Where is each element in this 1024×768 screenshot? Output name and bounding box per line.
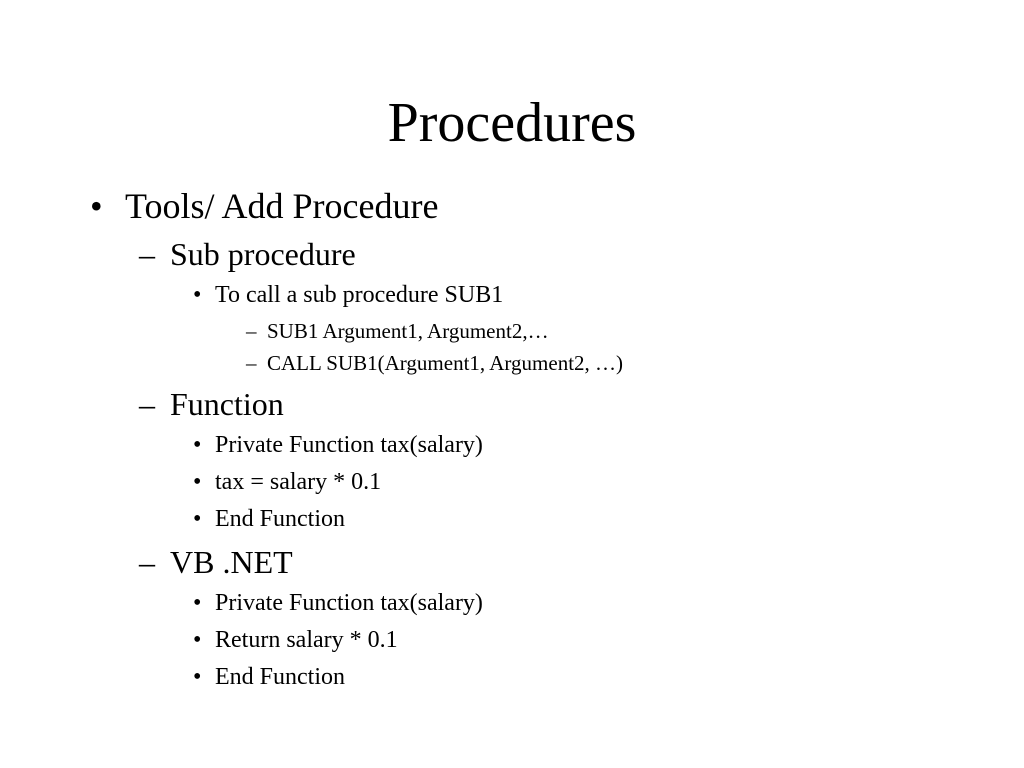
outline-item-function [139,386,284,422]
outline-item-text: Private Function tax(salary) [215,432,483,458]
outline-item-text: SUB1 Argument1, Argument2,… [267,319,549,343]
outline-item-vb-net [139,544,293,580]
bullet-marker: • [193,627,202,653]
outline-item-text: Return salary * 0.1 [215,627,398,653]
outline-item-private-function [193,589,483,617]
outline-item-text: CALL SUB1(Argument1, Argument2, …) [267,351,624,375]
bullet-marker: • [193,432,202,458]
outline-item-text: VB .NET [170,544,293,580]
outline-item-private-function [193,431,483,459]
dash-marker: – [246,319,257,343]
bullet-marker: • [193,282,202,308]
outline-item-sub-procedure [139,236,356,272]
outline-item-return-salary [193,626,398,654]
outline-item-text: End Function [215,506,345,532]
outline-item-end-function [193,663,345,691]
outline-item-end-function [193,505,345,533]
bullet-marker: • [193,506,202,532]
outline-item-text: Function [170,386,284,422]
outline-item-call-sub [193,281,504,309]
outline-item-tools-add-procedure [90,186,439,226]
outline-item-text: tax = salary * 0.1 [215,469,382,495]
outline-item-text: Tools/ Add Procedure [125,186,439,226]
outline-item-sub1-args [246,318,549,344]
bullet-marker: • [193,590,202,616]
outline-item-text: To call a sub procedure SUB1 [215,282,504,308]
bullet-marker: • [193,664,202,690]
outline-item-tax-assignment [193,468,382,496]
outline-item-text: Sub procedure [170,236,356,272]
dash-marker: – [139,544,155,580]
outline-item-call-sub1-args [246,350,624,376]
outline-item-text: Private Function tax(salary) [215,590,483,616]
bullet-marker: • [193,469,202,495]
dash-marker: – [139,236,155,272]
dash-marker: – [246,351,257,375]
bullet-marker: • [90,186,103,226]
dash-marker: – [139,386,155,422]
slide-title: Procedures [387,92,637,154]
outline-item-text: End Function [215,664,345,690]
